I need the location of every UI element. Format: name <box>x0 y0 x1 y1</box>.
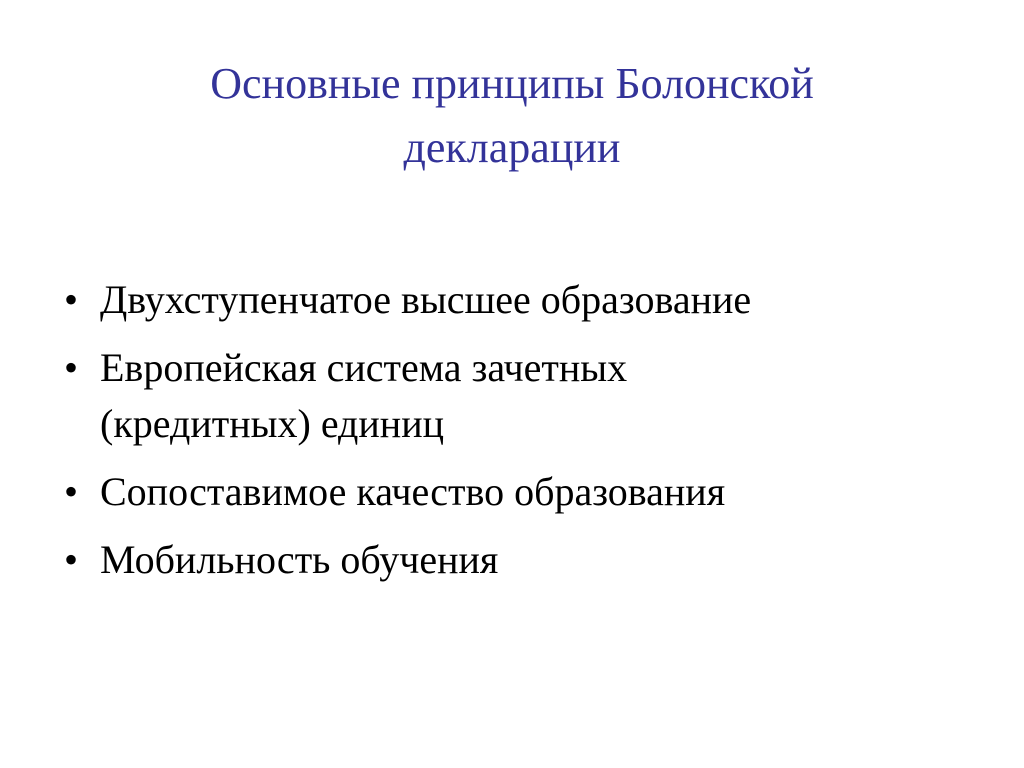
bullet-text: Сопоставимое качество образования <box>100 469 726 514</box>
bullet-icon: • <box>63 277 78 322</box>
bullet-text: Мобильность обучения <box>100 537 499 582</box>
bullet-item-two-tier-education <box>56 272 986 328</box>
bullet-list <box>56 272 986 600</box>
slide-title-line-1: Основные принципы Болонской <box>210 59 814 108</box>
bullet-icon: • <box>63 345 78 390</box>
bullet-icon: • <box>63 469 78 514</box>
bullet-text-line-1: Европейская система зачетных <box>100 345 628 390</box>
bullet-text: Двухступенчатое высшее образование <box>100 277 752 322</box>
bullet-item-credit-system <box>56 340 986 452</box>
bullet-item-comparable-quality <box>56 464 986 520</box>
slide-title-line-2: декларации <box>403 123 621 172</box>
slide-title <box>80 52 944 180</box>
bullet-icon: • <box>63 537 78 582</box>
bullet-text-line-2: (кредитных) единиц <box>100 401 445 446</box>
bullet-item-mobility <box>56 532 986 588</box>
